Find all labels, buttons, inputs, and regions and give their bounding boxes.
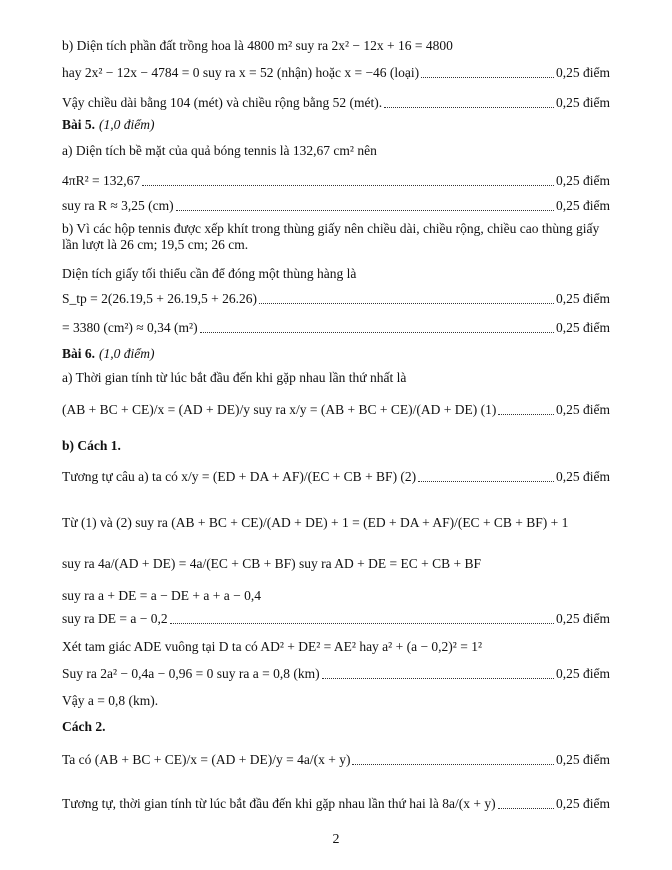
dot-leader <box>259 303 554 304</box>
problem-6-heading <box>62 346 610 362</box>
line-11 <box>62 320 610 336</box>
dot-leader <box>176 210 554 211</box>
problem-points: (1,0 điểm) <box>99 117 155 132</box>
score: 0,25 điểm <box>556 796 610 811</box>
line-25 <box>62 752 610 768</box>
line-text: a) Thời gian tính từ lúc bắt đầu đến khi gặp nhau lần thứ nhất là <box>62 370 407 385</box>
line-26 <box>62 796 610 812</box>
line-18 <box>62 556 610 572</box>
dot-leader <box>498 414 554 415</box>
line-7 <box>62 198 610 214</box>
line-20 <box>62 611 610 627</box>
line-text: Cách 2. <box>62 719 106 734</box>
line-14 <box>62 402 610 418</box>
dot-leader <box>200 332 554 333</box>
line-text: a) Diện tích bề mặt của quả bóng tennis là 132,67 cm² nên <box>62 143 377 158</box>
score: 0,25 điểm <box>556 198 610 213</box>
page-number: 2 <box>332 832 340 847</box>
problem-title: Bài 6. <box>62 346 96 361</box>
line-8 <box>62 221 610 253</box>
score: 0,25 điểm <box>556 95 610 110</box>
line-text: b) Diện tích phần đất trồng hoa là 4800 m² suy ra 2x² − 12x + 16 = 4800 <box>62 38 453 53</box>
line-24 <box>62 719 610 735</box>
line-text: suy ra R ≈ 3,25 (cm) <box>62 198 174 213</box>
line-1 <box>62 38 610 54</box>
line-text: b) Cách 1. <box>62 438 121 453</box>
dot-leader <box>142 185 554 186</box>
score: 0,25 điểm <box>556 65 610 80</box>
dot-leader <box>322 678 554 679</box>
line-text: b) Vì các hộp tennis được xếp khít trong thùng giấy nên chiều dài, chiều rộng, chiều cao thùng giấy lần lượt là 26 cm; 19,5 cm; 26 cm. <box>62 221 600 252</box>
line-text: Diện tích giấy tối thiểu cần để đóng một thùng hàng là <box>62 266 357 281</box>
line-3 <box>62 95 610 111</box>
score: 0,25 điểm <box>556 320 610 335</box>
line-text: suy ra DE = a − 0,2 <box>62 611 168 626</box>
line-text: Vậy a = 0,8 (km). <box>62 693 159 708</box>
line-text: Suy ra 2a² − 0,4a − 0,96 = 0 suy ra a = 0,8 (km) <box>62 666 320 681</box>
line-text: Vậy chiều dài bằng 104 (mét) và chiều rộng bằng 52 (mét). <box>62 95 383 110</box>
line-19 <box>62 588 610 604</box>
score: 0,25 điểm <box>556 402 610 417</box>
line-15 <box>62 438 610 454</box>
line-text: Ta có (AB + BC + CE)/x = (AD + DE)/y = 4a/(x + y) <box>62 752 351 767</box>
line-5 <box>62 143 610 159</box>
line-text: suy ra 4a/(AD + DE) = 4a/(EC + CB + BF) suy ra AD + DE = EC + CB + BF <box>62 556 482 571</box>
problem-title: Bài 5. <box>62 117 96 132</box>
dot-leader <box>384 107 554 108</box>
line-6 <box>62 173 610 189</box>
line-text: Xét tam giác ADE vuông tại D ta có AD² + DE² = AE² hay a² + (a − 0,2)² = 1² <box>62 639 483 654</box>
line-23 <box>62 693 610 709</box>
dot-leader <box>418 481 554 482</box>
line-10 <box>62 291 610 307</box>
dot-leader <box>352 764 554 765</box>
score: 0,25 điểm <box>556 611 610 626</box>
score: 0,25 điểm <box>556 173 610 188</box>
line-21 <box>62 639 610 655</box>
line-16 <box>62 469 610 485</box>
dot-leader <box>170 623 554 624</box>
dot-leader <box>421 77 554 78</box>
line-2 <box>62 65 610 81</box>
line-13 <box>62 370 610 386</box>
line-9 <box>62 266 610 282</box>
score: 0,25 điểm <box>556 752 610 767</box>
line-text: 4πR² = 132,67 <box>62 173 141 188</box>
line-text: suy ra a + DE = a − DE + a + a − 0,4 <box>62 588 262 603</box>
line-22 <box>62 666 610 682</box>
line-text: Tương tự, thời gian tính từ lúc bắt đầu đến khi gặp nhau lần thứ hai là 8a/(x + y) <box>62 796 496 811</box>
problem-points: (1,0 điểm) <box>99 346 155 361</box>
line-text: Từ (1) và (2) suy ra (AB + BC + CE)/(AD + DE) + 1 = (ED + DA + AF)/(EC + CB + BF) + 1 <box>62 515 569 530</box>
line-text: Tương tự câu a) ta có x/y = (ED + DA + AF)/(EC + CB + BF) (2) <box>62 469 417 484</box>
line-text: (AB + BC + CE)/x = (AD + DE)/y suy ra x/y = (AB + BC + CE)/(AD + DE) (1) <box>62 402 497 417</box>
score: 0,25 điểm <box>556 291 610 306</box>
score: 0,25 điểm <box>556 469 610 484</box>
line-text: S_tp = 2(26.19,5 + 26.19,5 + 26.26) <box>62 291 257 306</box>
problem-5-heading <box>62 117 610 133</box>
line-text: = 3380 (cm²) ≈ 0,34 (m²) <box>62 320 198 335</box>
line-17 <box>62 515 610 531</box>
line-text: hay 2x² − 12x − 4784 = 0 suy ra x = 52 (nhận) hoặc x = −46 (loại) <box>62 65 420 80</box>
dot-leader <box>498 808 554 809</box>
score: 0,25 điểm <box>556 666 610 681</box>
